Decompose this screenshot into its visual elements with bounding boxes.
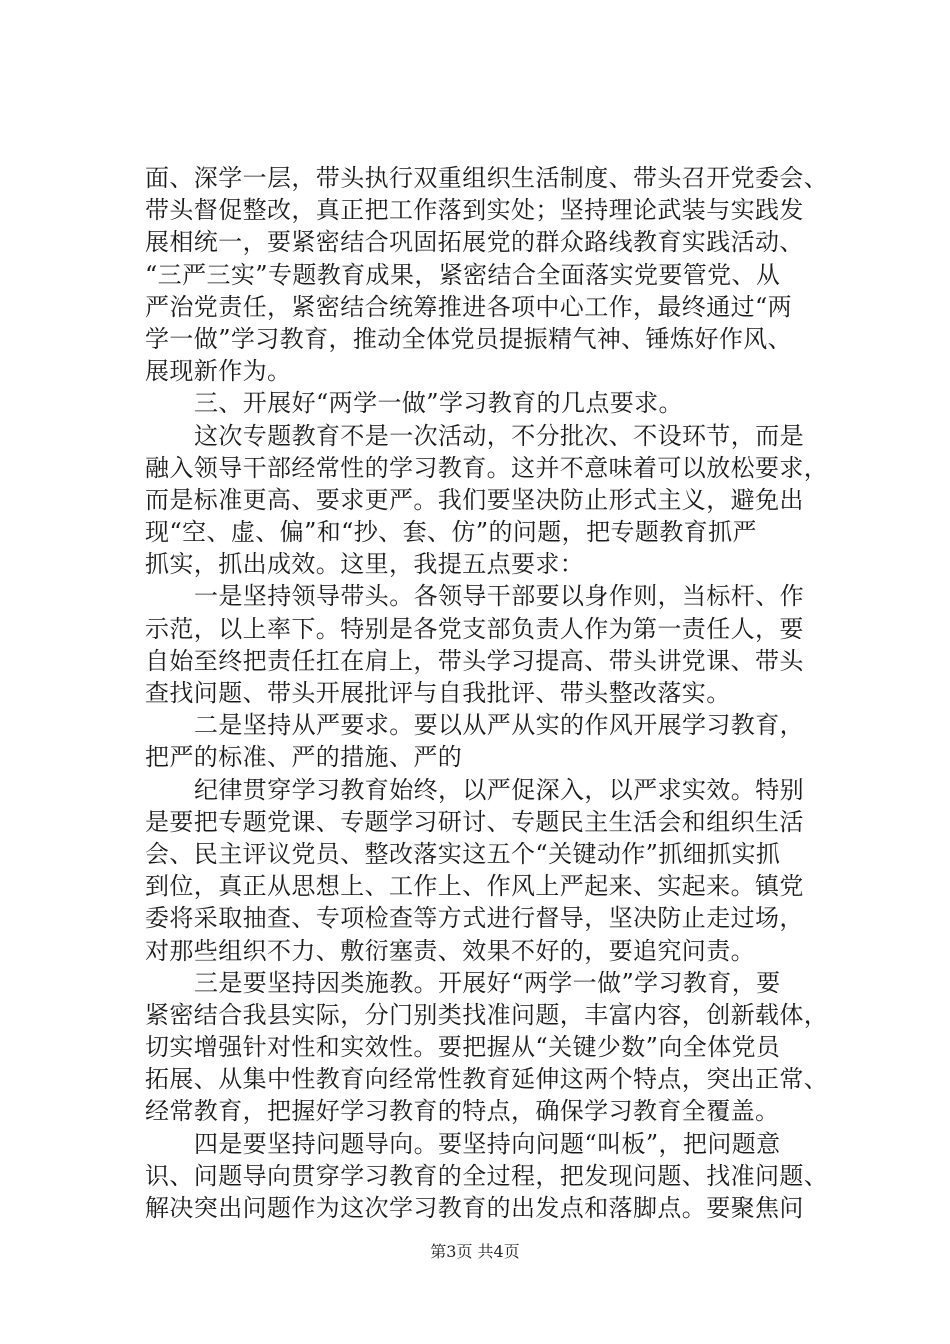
document-body [145,162,835,1224]
text-line: 三是要坚持因类施教。开展好“两学一做”学习教育，要 [194,968,781,997]
text-line: 展现新作为。 [145,357,292,386]
text-line: 融入领导干部经常性的学习教育。这并不意味着可以放松要求， [145,453,829,482]
text-line: 拓展、从集中性教育向经常性教育延伸这两个特点，突出正常、 [145,1065,829,1094]
paragraph [145,709,835,773]
text-line: 自始至终把责任扛在肩上，带头学习提高、带头讲党课、带头 [145,646,804,675]
paragraph [145,774,835,967]
text-line: 是要把专题党课、专题学习研讨、专题民主生活会和组织生活 [145,807,804,836]
text-line: 识、问题导向贯穿学习教育的全过程，把发现问题、找准问题、 [145,1161,829,1190]
text-line: 紧密结合我县实际，分门别类找准问题，丰富内容，创新载体， [145,1000,829,1029]
text-line: 现“空、虚、偏”和“抄、套、仿”的问题，把专题教育抓严 [145,518,757,547]
text-line: 抓实，抓出成效。这里，我提五点要求： [145,550,585,579]
text-line: 委将采取抽查、专项检查等方式进行督导，坚决防止走过场， [145,904,804,933]
text-line: 这次专题教育不是一次活动，不分批次、不设环节，而是 [194,421,804,450]
text-line: 解决突出问题作为这次学习教育的出发点和落脚点。要聚焦问 [145,1194,804,1222]
text-line: 严治党责任，紧密结合统筹推进各项中心工作，最终通过“两 [145,292,793,321]
text-line: 展相统一，要紧密结合巩固拓展党的群众路线教育实践活动、 [145,228,804,257]
paragraph [145,162,835,387]
text-line: 一是坚持领导带头。各领导干部要以身作则，当标杆、作 [194,582,804,611]
paragraph [145,1128,835,1225]
text-line: “三严三实”专题教育成果，紧密结合全面落实党要管党、从 [145,260,781,289]
text-line: 经常教育，把握好学习教育的特点，确保学习教育全覆盖。 [145,1097,780,1126]
text-line: 纪律贯穿学习教育始终，以严促深入，以严求实效。特别 [194,775,804,804]
paragraph [145,387,835,419]
paragraph [145,580,835,709]
text-line: 把严的标准、严的措施、严的 [145,743,463,772]
text-line: 查找问题、带头开展批评与自我批评、带头整改落实。 [145,679,731,707]
text-line: 切实增强针对性和实效性。要把握从“关键少数”向全体党员 [145,1033,781,1062]
paragraph [145,967,835,1128]
text-line: 带头督促整改，真正把工作落到实处；坚持理论武装与实践发 [145,196,804,225]
text-line: 而是标准更高、要求更严。我们要坚决防止形式主义，避免出 [145,485,804,514]
text-line: 二是坚持从严要求。要以从严从实的作风开展学习教育， [194,711,804,740]
page-footer: 第3页 共4页 [430,1242,520,1261]
paragraph [145,420,835,581]
text-line: 四是要坚持问题导向。要坚持向问题“叫板”，把问题意 [194,1129,781,1158]
text-line: 到位，真正从思想上、工作上、作风上严起来、实起来。镇党 [145,872,804,901]
text-line: 对那些组织不力、敷衍塞责、效果不好的，要追究问责。 [145,936,755,965]
text-line: 面、深学一层，带头执行双重组织生活制度、带头召开党委会、 [145,164,829,192]
text-line: 学一做”学习教育，推动全体党员提振精气神、锤炼好作风、 [145,324,793,353]
text-line: 示范，以上率下。特别是各党支部负责人作为第一责任人，要 [145,614,804,643]
text-line: 会、民主评议党员、整改落实这五个“关键动作”抓细抓实抓 [145,839,781,868]
text-line: 三、开展好“两学一做”学习教育的几点要求。 [194,389,683,418]
